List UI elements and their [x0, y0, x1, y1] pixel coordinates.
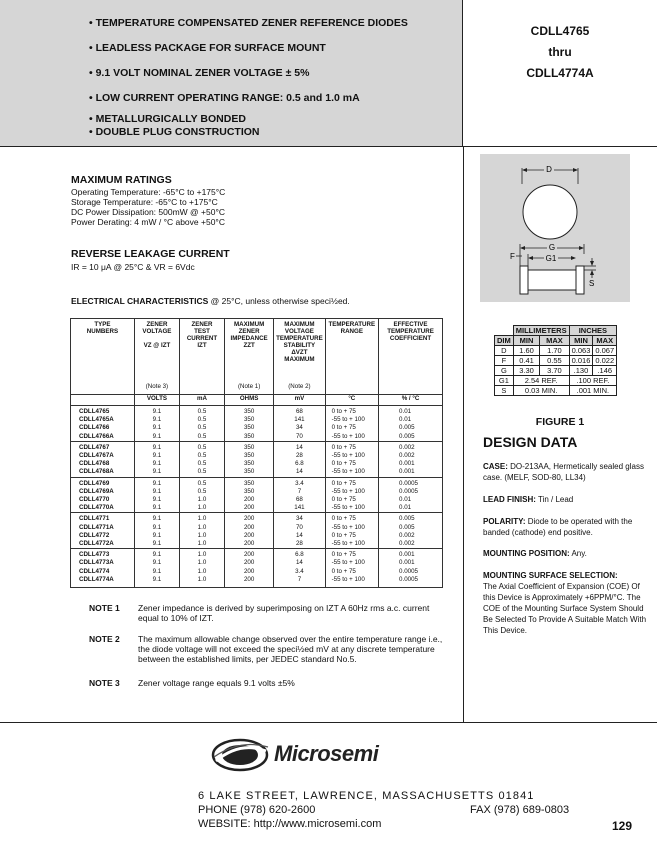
temp-range: 0 to + 75: [325, 496, 378, 504]
part-number-to: CDLL4774A: [526, 66, 594, 80]
temp-range: 0 to + 75: [325, 441, 378, 452]
type-number: CDLL4766: [71, 424, 135, 432]
test-current: 1.0: [179, 513, 224, 524]
stability: 14: [274, 532, 325, 540]
table-row: [71, 460, 443, 468]
stability: 70: [274, 524, 325, 532]
microsemi-wordmark: Microsemi: [274, 741, 379, 766]
stability: 28: [274, 540, 325, 549]
type-number: CDLL4770: [71, 496, 135, 504]
type-number: CDLL4773: [71, 549, 135, 560]
test-current: 1.0: [179, 524, 224, 532]
page-number: 129: [612, 819, 633, 833]
type-number: CDLL4773A: [71, 559, 135, 567]
zener-voltage: 9.1: [134, 460, 179, 468]
zener-voltage: 9.1: [134, 424, 179, 432]
dim-row-f: F 0.41 0.55 0.016 0.022: [495, 356, 617, 366]
coefficient: 0.01: [379, 504, 443, 513]
elec-table-body: [71, 406, 443, 588]
coefficient: 0.002: [379, 540, 443, 549]
coefficient: 0.005: [379, 524, 443, 532]
impedance: 200: [225, 576, 274, 584]
test-current: 1.0: [179, 504, 224, 513]
test-current: 0.5: [179, 452, 224, 460]
unit-ma: mA: [179, 395, 224, 406]
stability: 34: [274, 513, 325, 524]
note-ref-impedance: (Note 1): [225, 383, 274, 395]
part-number-from: CDLL4765: [530, 24, 590, 38]
type-number: CDLL4770A: [71, 504, 135, 513]
test-current: 0.5: [179, 488, 224, 496]
col-impedance: MAXIMUM ZENER IMPEDANCE ZZT: [225, 319, 274, 384]
impedance: 200: [225, 504, 274, 513]
impedance: 350: [225, 460, 274, 468]
type-number: CDLL4772: [71, 532, 135, 540]
test-current: 1.0: [179, 540, 224, 549]
note-2-text: The maximum allowable change observed over the entire temperature range i.e., the diode voltage will not exceed the speci½ed mV at any discrete temperature between the established limits, per JEDEC standard No.5.: [138, 634, 443, 664]
table-row: [71, 488, 443, 496]
diode-package-drawing: [480, 154, 630, 302]
max-ratings-line-4: Power Derating: 4 mW / °C above +50°C: [71, 217, 225, 227]
note-1-label: NOTE 1: [89, 603, 120, 613]
test-current: 1.0: [179, 496, 224, 504]
col-stability: MAXIMUM VOLTAGE TEMPERATURE STABILITY ΔVZT MAXIMUM: [274, 319, 325, 384]
coefficient: 0.01: [379, 416, 443, 424]
temp-range: -55 to + 100: [325, 468, 378, 477]
table-row: [71, 468, 443, 477]
stability: 3.4: [274, 568, 325, 576]
temp-range: -55 to + 100: [325, 433, 378, 442]
zener-voltage: 9.1: [134, 477, 179, 488]
dim-row-s: S 0.03 MIN. .001 MIN.: [495, 386, 617, 396]
table-row: [71, 433, 443, 442]
inches-header: INCHES: [569, 326, 617, 336]
unit-pct-per-c: % / °C: [379, 395, 443, 406]
impedance: 200: [225, 559, 274, 567]
microsemi-logo: [210, 735, 430, 775]
coefficient: 0.005: [379, 433, 443, 442]
stability: 14: [274, 559, 325, 567]
temp-range: 0 to + 75: [325, 460, 378, 468]
temp-range: -55 to + 100: [325, 416, 378, 424]
test-current: 1.0: [179, 532, 224, 540]
type-number: CDLL4774: [71, 568, 135, 576]
design-polarity: POLARITY: Diode to be operated with the banded (cathode) end positive.: [483, 517, 633, 537]
impedance: 200: [225, 549, 274, 560]
type-number: CDLL4771: [71, 513, 135, 524]
impedance: 200: [225, 496, 274, 504]
in-max-header: MAX: [593, 336, 617, 346]
test-current: 1.0: [179, 568, 224, 576]
package-figure: [480, 154, 630, 302]
zener-voltage: 9.1: [134, 513, 179, 524]
type-number: CDLL4767A: [71, 452, 135, 460]
stability: 68: [274, 406, 325, 417]
unit-volts: VOLTS: [134, 395, 179, 406]
max-ratings-line-3: DC Power Dissipation: 500mW @ +50°C: [71, 207, 225, 217]
dim-row-d: D 1.60 1.70 0.063 0.067: [495, 346, 617, 356]
table-row: [71, 416, 443, 424]
temp-range: 0 to + 75: [325, 532, 378, 540]
table-row: [71, 559, 443, 567]
reverse-leakage-title: REVERSE LEAKAGE CURRENT: [71, 248, 230, 260]
temp-range: 0 to + 75: [325, 568, 378, 576]
max-ratings-title: MAXIMUM RATINGS: [71, 174, 172, 186]
zener-voltage: 9.1: [134, 559, 179, 567]
temp-range: -55 to + 100: [325, 488, 378, 496]
impedance: 350: [225, 416, 274, 424]
table-row: [71, 406, 443, 417]
test-current: 0.5: [179, 406, 224, 417]
col-type: TYPE NUMBERS: [71, 319, 135, 384]
type-number: CDLL4772A: [71, 540, 135, 549]
feature-5: • METALLURGICALLY BONDED: [89, 113, 246, 125]
stability: 6.8: [274, 549, 325, 560]
test-current: 0.5: [179, 416, 224, 424]
test-current: 0.5: [179, 460, 224, 468]
coefficient: 0.005: [379, 424, 443, 432]
type-number: CDLL4765A: [71, 416, 135, 424]
type-number: CDLL4765: [71, 406, 135, 417]
test-current: 0.5: [179, 468, 224, 477]
table-row: [71, 424, 443, 432]
stability: 3.4: [274, 477, 325, 488]
temp-range: 0 to + 75: [325, 406, 378, 417]
zener-voltage: 9.1: [134, 406, 179, 417]
dim-label-s: S: [589, 279, 595, 288]
stability: 7: [274, 576, 325, 584]
zener-voltage: 9.1: [134, 452, 179, 460]
mm-min-header: MIN: [513, 336, 540, 346]
stability: 141: [274, 416, 325, 424]
unit-degc: °C: [325, 395, 378, 406]
zener-voltage: 9.1: [134, 441, 179, 452]
zener-voltage: 9.1: [134, 576, 179, 584]
note-3-label: NOTE 3: [89, 678, 120, 688]
zener-voltage: 9.1: [134, 488, 179, 496]
unit-ohms: OHMS: [225, 395, 274, 406]
table-row: [71, 524, 443, 532]
zener-voltage: 9.1: [134, 524, 179, 532]
figure-caption: FIGURE 1: [535, 416, 585, 428]
stability: 68: [274, 496, 325, 504]
stability: 34: [274, 424, 325, 432]
zener-voltage: 9.1: [134, 568, 179, 576]
coefficient: 0.002: [379, 452, 443, 460]
reverse-leakage-line: IR = 10 μA @ 25°C & VR = 6Vdc: [71, 262, 195, 272]
type-number: CDLL4769: [71, 477, 135, 488]
footer-divider: [0, 722, 657, 723]
impedance: 350: [225, 468, 274, 477]
coefficient: 0.001: [379, 549, 443, 560]
electrical-characteristics-table: [70, 318, 443, 588]
temp-range: -55 to + 100: [325, 504, 378, 513]
stability: 14: [274, 468, 325, 477]
temp-range: 0 to + 75: [325, 549, 378, 560]
coefficient: 0.005: [379, 513, 443, 524]
note-1-text: Zener impedance is derived by superimposing on IZT A 60Hz rms a.c. current equal to 10% of IZT.: [138, 603, 430, 623]
max-ratings-line-2: Storage Temperature: -65°C to +175°C: [71, 197, 218, 207]
note-2-label: NOTE 2: [89, 634, 120, 644]
temp-range: -55 to + 100: [325, 576, 378, 584]
footer-fax: FAX (978) 689-0803: [470, 804, 570, 816]
footer-phone: PHONE (978) 620-2600: [198, 804, 316, 816]
temp-range: 0 to + 75: [325, 424, 378, 432]
note-ref-stability: (Note 2): [274, 383, 325, 395]
millimeters-header: MILLIMETERS: [513, 326, 569, 336]
elec-title: ELECTRICAL CHARACTERISTICS @ 25°C, unless otherwise speci½ed.: [71, 296, 350, 306]
part-number-thru: thru: [548, 45, 572, 59]
zener-voltage: 9.1: [134, 504, 179, 513]
dim-col-header: DIM: [495, 336, 514, 346]
zener-voltage: 9.1: [134, 433, 179, 442]
dim-row-g1: G1 2.54 REF. .100 REF.: [495, 376, 617, 386]
impedance: 200: [225, 524, 274, 532]
stability: 28: [274, 452, 325, 460]
test-current: 1.0: [179, 559, 224, 567]
zener-voltage: 9.1: [134, 496, 179, 504]
impedance: 350: [225, 488, 274, 496]
stability: 14: [274, 441, 325, 452]
temp-range: -55 to + 100: [325, 559, 378, 567]
temp-range: -55 to + 100: [325, 540, 378, 549]
max-ratings-line-1: Operating Temperature: -65°C to +175°C: [71, 187, 226, 197]
test-current: 0.5: [179, 424, 224, 432]
design-mounting-position: MOUNTING POSITION: Any.: [483, 549, 587, 558]
test-current: 0.5: [179, 441, 224, 452]
table-row: [71, 549, 443, 560]
coefficient: 0.001: [379, 468, 443, 477]
table-row: [71, 504, 443, 513]
design-case: CASE: DO-213AA, Hermetically sealed glass case. (MELF, SOD-80, LL34): [483, 462, 644, 482]
coefficient: 0.002: [379, 532, 443, 540]
col-coefficient: EFFECTIVE TEMPERATURE COEFFICIENT: [379, 319, 443, 384]
impedance: 350: [225, 477, 274, 488]
impedance: 200: [225, 513, 274, 524]
coefficient: 0.01: [379, 406, 443, 417]
impedance: 350: [225, 452, 274, 460]
stability: 141: [274, 504, 325, 513]
coefficient: 0.01: [379, 496, 443, 504]
coefficient: 0.001: [379, 559, 443, 567]
feature-3: • 9.1 VOLT NOMINAL ZENER VOLTAGE ± 5%: [89, 67, 310, 79]
temp-range: -55 to + 100: [325, 524, 378, 532]
impedance: 200: [225, 568, 274, 576]
table-end: [71, 584, 443, 588]
temp-range: 0 to + 75: [325, 513, 378, 524]
dim-label-g1: G1: [545, 254, 557, 263]
coefficient: 0.0005: [379, 576, 443, 584]
test-current: 1.0: [179, 549, 224, 560]
note-3-text: Zener voltage range equals 9.1 volts ±5%: [138, 678, 295, 688]
type-number: CDLL4767: [71, 441, 135, 452]
table-row: [71, 532, 443, 540]
impedance: 350: [225, 424, 274, 432]
col-test-current: ZENER TEST CURRENT IZT: [179, 319, 224, 384]
feature-6: • DOUBLE PLUG CONSTRUCTION: [89, 126, 260, 138]
col-zener-voltage: ZENER VOLTAGE VZ @ IZT: [134, 319, 179, 384]
stability: 70: [274, 433, 325, 442]
in-min-header: MIN: [569, 336, 593, 346]
design-lead-finish: LEAD FINISH: Tin / Lead: [483, 495, 574, 504]
impedance: 200: [225, 540, 274, 549]
table-row: [71, 568, 443, 576]
test-current: 0.5: [179, 433, 224, 442]
zener-voltage: 9.1: [134, 416, 179, 424]
zener-voltage: 9.1: [134, 540, 179, 549]
temp-range: -55 to + 100: [325, 452, 378, 460]
mm-max-header: MAX: [540, 336, 569, 346]
design-mounting-surface: MOUNTING SURFACE SELECTION: The Axial Coefficient of Expansion (COE) Of this Device is Approximately +6PPM/°C. The COE of the Mounting Surface System Should Be Selected To Provide A Suitable Match With This Device.: [483, 571, 647, 635]
type-number: CDLL4768: [71, 460, 135, 468]
dimension-table: [494, 325, 617, 396]
table-row: [71, 513, 443, 524]
impedance: 350: [225, 406, 274, 417]
dim-label-g: G: [548, 243, 556, 252]
feature-1: • TEMPERATURE COMPENSATED ZENER REFERENCE DIODES: [89, 17, 408, 29]
feature-2: • LEADLESS PACKAGE FOR SURFACE MOUNT: [89, 42, 326, 54]
impedance: 200: [225, 532, 274, 540]
coefficient: 0.001: [379, 460, 443, 468]
zener-voltage: 9.1: [134, 549, 179, 560]
test-current: 1.0: [179, 576, 224, 584]
dim-label-d: D: [546, 165, 552, 174]
coefficient: 0.002: [379, 441, 443, 452]
microsemi-swoosh-icon: [210, 735, 270, 775]
footer-address: 6 LAKE STREET, LAWRENCE, MASSACHUSETTS 01841: [198, 790, 535, 802]
dim-label-f: F: [510, 252, 515, 261]
feature-4: • LOW CURRENT OPERATING RANGE: 0.5 and 1.0 mA: [89, 92, 360, 104]
table-row: [71, 452, 443, 460]
impedance: 350: [225, 441, 274, 452]
stability: 6.8: [274, 460, 325, 468]
stability: 7: [274, 488, 325, 496]
zener-voltage: 9.1: [134, 532, 179, 540]
table-row: [71, 540, 443, 549]
unit-mv: mV: [274, 395, 325, 406]
impedance: 350: [225, 433, 274, 442]
table-row: [71, 496, 443, 504]
type-number: CDLL4766A: [71, 433, 135, 442]
test-current: 0.5: [179, 477, 224, 488]
coefficient: 0.0005: [379, 477, 443, 488]
table-row: [71, 576, 443, 584]
temp-range: 0 to + 75: [325, 477, 378, 488]
coefficient: 0.0005: [379, 568, 443, 576]
design-data-title: DESIGN DATA: [483, 434, 578, 450]
type-number: CDLL4768A: [71, 468, 135, 477]
zener-voltage: 9.1: [134, 468, 179, 477]
type-number: CDLL4771A: [71, 524, 135, 532]
table-row: [71, 477, 443, 488]
note-ref-zener: (Note 3): [134, 383, 179, 395]
col-temp-range: TEMPERATURE RANGE: [325, 319, 378, 384]
dim-row-g: G 3.30 3.70 .130 .146: [495, 366, 617, 376]
table-row: [71, 441, 443, 452]
type-number: CDLL4769A: [71, 488, 135, 496]
type-number: CDLL4774A: [71, 576, 135, 584]
coefficient: 0.0005: [379, 488, 443, 496]
footer-website[interactable]: WEBSITE: http://www.microsemi.com: [198, 818, 382, 830]
